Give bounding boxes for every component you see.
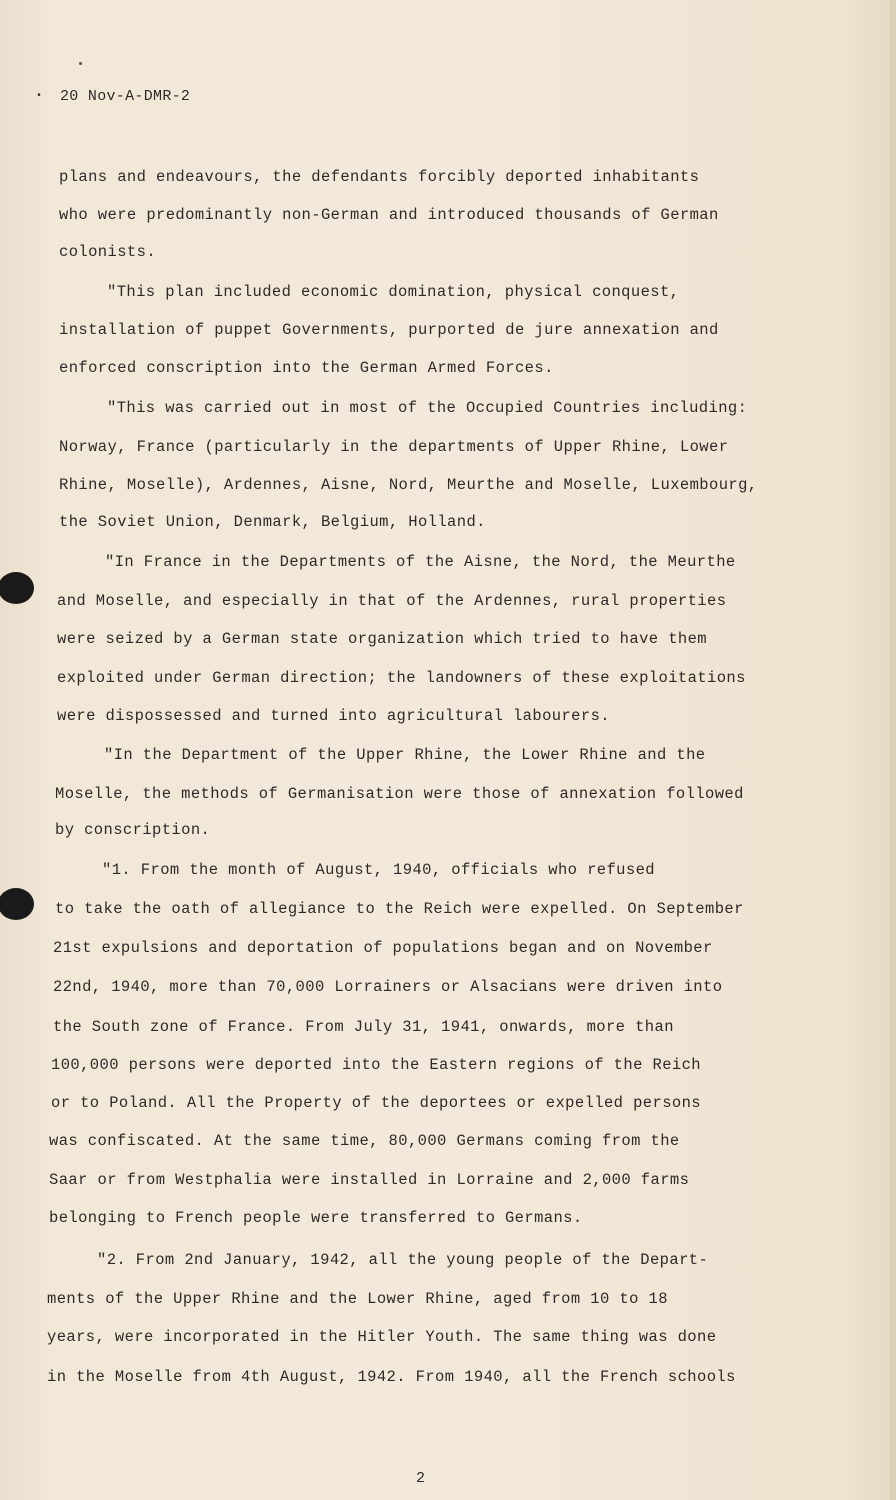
- body-line: Norway, France (particularly in the departments of Upper Rhine, Lower: [59, 438, 729, 456]
- punch-hole-lower: [0, 888, 34, 920]
- body-line: Moselle, the methods of Germanisation were those of annexation followed: [55, 785, 744, 803]
- body-line: and Moselle, and especially in that of the Ardennes, rural properties: [57, 592, 727, 610]
- body-line: years, were incorporated in the Hitler Youth. The same thing was done: [47, 1328, 717, 1346]
- body-line: Rhine, Moselle), Ardennes, Aisne, Nord, Meurthe and Moselle, Luxembourg,: [59, 476, 758, 494]
- body-line: 21st expulsions and deportation of populations began and on November: [53, 939, 713, 957]
- body-line: who were predominantly non-German and introduced thousands of German: [59, 206, 719, 224]
- body-line: was confiscated. At the same time, 80,000 Germans coming from the: [49, 1132, 680, 1150]
- body-line: "This plan included economic domination, physical conquest,: [107, 283, 680, 301]
- body-line: "2. From 2nd January, 1942, all the young people of the Depart-: [97, 1251, 709, 1269]
- body-line: 22nd, 1940, more than 70,000 Lorrainers or Alsacians were driven into: [53, 978, 723, 996]
- body-line: "This was carried out in most of the Occupied Countries including:: [107, 399, 748, 417]
- body-line: the Soviet Union, Denmark, Belgium, Holland.: [59, 513, 486, 531]
- bullet-mark: •: [36, 90, 43, 102]
- page-edge: [890, 0, 896, 1500]
- body-line: in the Moselle from 4th August, 1942. From 1940, all the French schools: [47, 1368, 736, 1386]
- body-line: were dispossessed and turned into agricultural labourers.: [57, 707, 610, 725]
- paper-speck: [79, 62, 82, 65]
- body-line: Saar or from Westphalia were installed in Lorraine and 2,000 farms: [49, 1171, 690, 1189]
- body-line: belonging to French people were transferred to Germans.: [49, 1209, 583, 1227]
- body-line: were seized by a German state organization which tried to have them: [57, 630, 708, 648]
- document-reference: [36, 88, 190, 105]
- body-line: to take the oath of allegiance to the Reich were expelled. On September: [55, 900, 744, 918]
- punch-hole-upper: [0, 572, 34, 604]
- body-line: plans and endeavours, the defendants forcibly deported inhabitants: [59, 168, 700, 186]
- body-line: installation of puppet Governments, purported de jure annexation and: [59, 321, 719, 339]
- body-line: enforced conscription into the German Armed Forces.: [59, 359, 554, 377]
- body-line: "In France in the Departments of the Aisne, the Nord, the Meurthe: [105, 553, 736, 571]
- body-line: ments of the Upper Rhine and the Lower Rhine, aged from 10 to 18: [47, 1290, 668, 1308]
- page-number: 2: [416, 1470, 426, 1487]
- body-line: "1. From the month of August, 1940, officials who refused: [102, 861, 655, 879]
- body-line: "In the Department of the Upper Rhine, the Lower Rhine and the: [104, 746, 706, 764]
- body-line: 100,000 persons were deported into the Eastern regions of the Reich: [51, 1056, 702, 1074]
- body-line: the South zone of France. From July 31, 1941, onwards, more than: [53, 1018, 674, 1036]
- body-line: by conscription.: [55, 821, 211, 839]
- body-line: or to Poland. All the Property of the deportees or expelled persons: [51, 1094, 702, 1112]
- body-line: colonists.: [59, 243, 157, 261]
- body-line: exploited under German direction; the landowners of these exploitations: [57, 669, 746, 687]
- reference-code: 20 Nov-A-DMR-2: [60, 88, 191, 105]
